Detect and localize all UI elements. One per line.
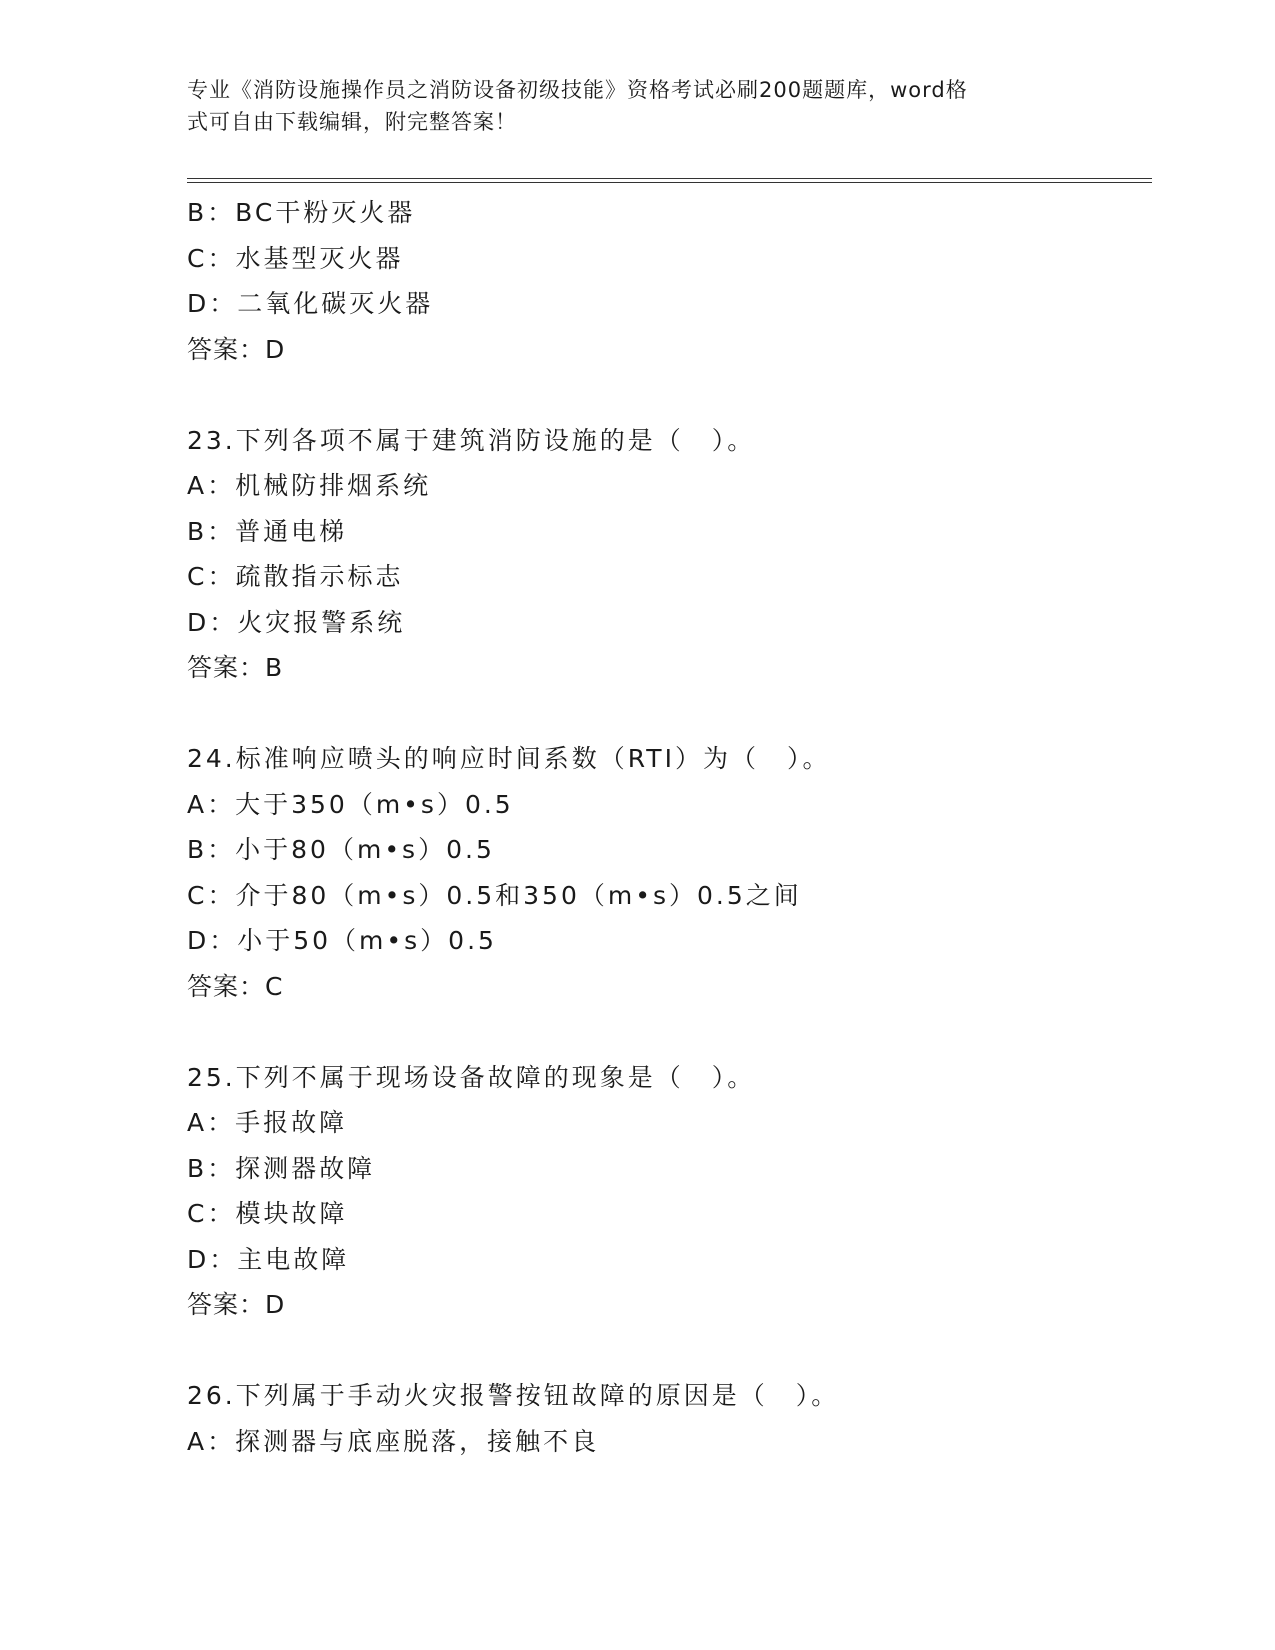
spacer [187,1009,1147,1055]
answer-line: 答案：C [187,971,284,1001]
header-divider-bottom [187,182,1152,183]
option-a: A：大于350（m•s）0.5 [187,789,514,819]
option-a: A：机械防排烟系统 [187,471,432,500]
header-line-1: 专业《消防设施操作员之消防设备初级技能》资格考试必刷200题题库，word格 [187,78,968,102]
question-24 [187,736,1147,1009]
spacer [187,691,1147,737]
option-b: B：普通电梯 [187,516,348,546]
option-d: D：小于50（m•s）0.5 [187,926,497,955]
option-c: C：介于80（m•s）0.5和350（m•s）0.5之间 [187,880,802,910]
option-b: B：BC干粉灭火器 [187,198,416,227]
question-stem: 24.标准响应喷头的响应时间系数（RTI）为（ ）。 [187,744,831,773]
spacer [187,372,1147,418]
question-23 [187,418,1147,691]
header-divider-top [187,178,1152,179]
option-d: D：二氧化碳灭火器 [187,289,434,318]
header-line-2: 式可自由下载编辑，附完整答案！ [187,110,517,134]
answer-line: 答案：B [187,653,284,682]
option-d: D：主电故障 [187,1244,350,1274]
option-a: A：手报故障 [187,1108,348,1137]
question-22-tail [187,190,1147,372]
option-b: B：小于80（m•s）0.5 [187,835,495,864]
answer-line: 答案：D [187,1290,286,1319]
question-stem: 23.下列各项不属于建筑消防设施的是（ ）。 [187,425,756,455]
option-c: C：水基型灭火器 [187,243,404,273]
question-25 [187,1055,1147,1328]
question-stem: 25.下列不属于现场设备故障的现象是（ ）。 [187,1062,756,1092]
option-a: A：探测器与底座脱落，接触不良 [187,1426,600,1456]
question-stem: 26.下列属于手动火灾报警按钮故障的原因是（ ）。 [187,1381,840,1410]
document-header [187,74,1067,138]
question-list [187,190,1147,1464]
spacer [187,1328,1147,1374]
answer-line: 答案：D [187,334,286,364]
question-26 [187,1373,1147,1464]
option-c: C：疏散指示标志 [187,562,404,591]
option-d: D：火灾报警系统 [187,607,406,637]
option-b: B：探测器故障 [187,1153,376,1183]
option-c: C：模块故障 [187,1199,348,1228]
